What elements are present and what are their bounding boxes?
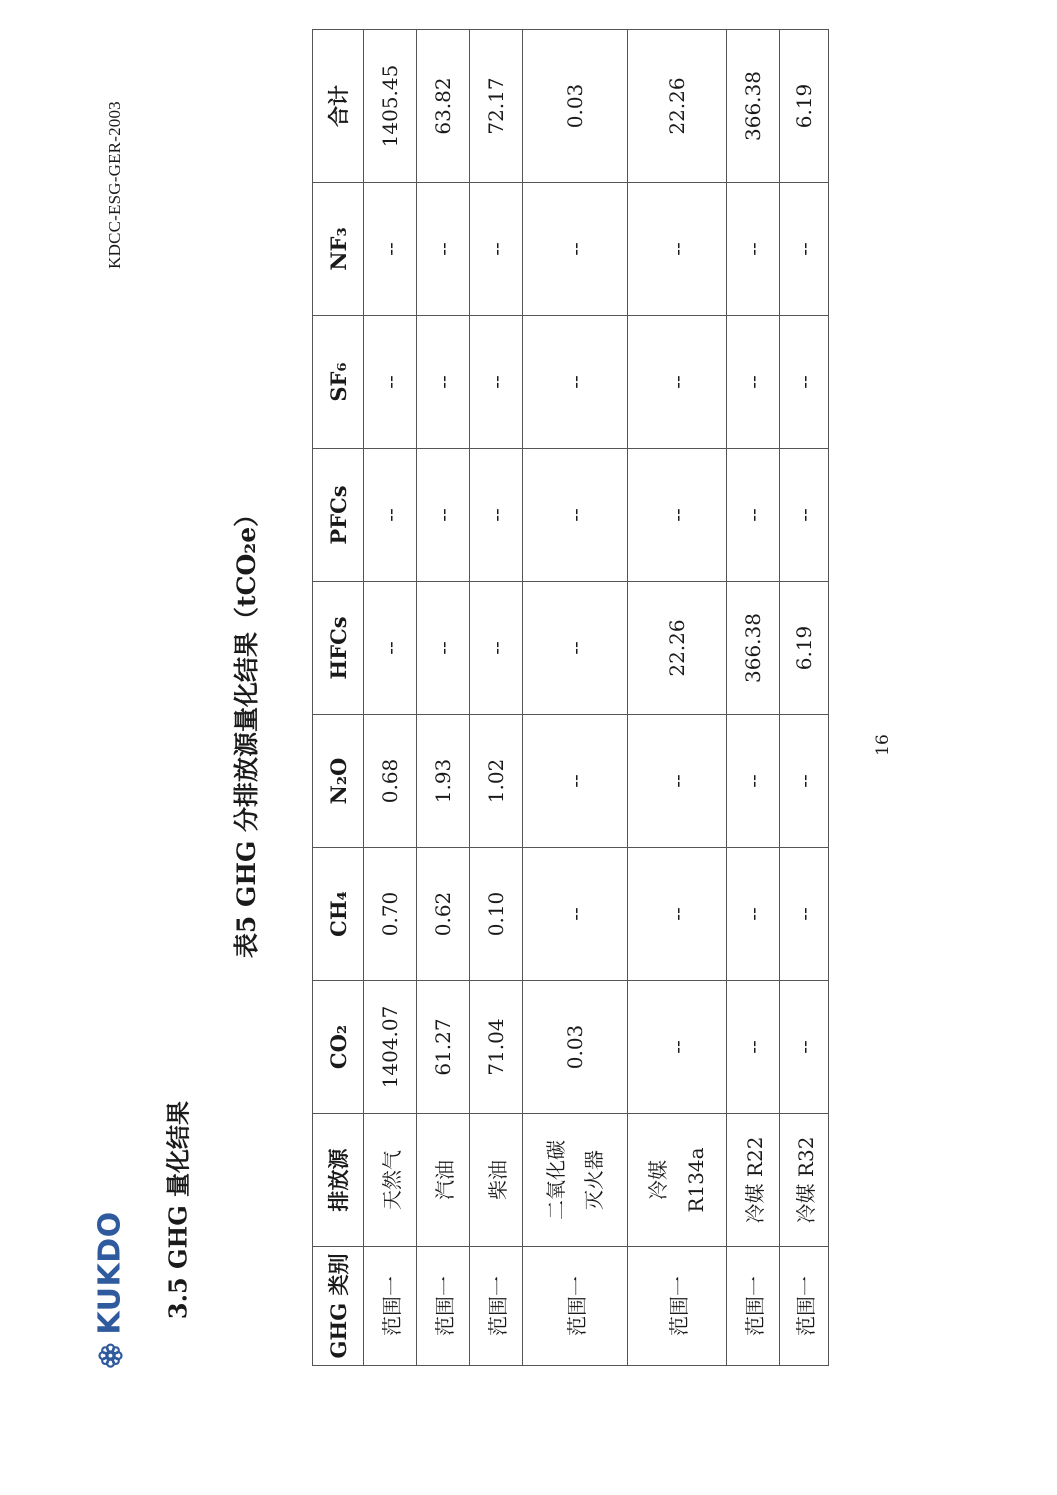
cell-ghg-type: 范围一 (727, 1247, 780, 1366)
cell-ch4: -- (780, 848, 829, 981)
cell-total: 6.19 (780, 30, 829, 183)
cell-co2: 61.27 (417, 981, 470, 1114)
cell-hfcs: 366.38 (727, 582, 780, 715)
header-co2: CO₂ (313, 981, 364, 1114)
kukdo-flower-icon (97, 1343, 123, 1369)
table-header-row (313, 30, 364, 1366)
cell-ghg-type: 范围一 (364, 1247, 417, 1366)
header-pfcs: PFCs (313, 449, 364, 582)
table-row (470, 30, 523, 1366)
cell-hfcs: -- (417, 582, 470, 715)
cell-nf3: -- (727, 183, 780, 316)
cell-sf6: -- (364, 316, 417, 449)
cell-source: 柴油 (470, 1114, 523, 1247)
cell-sf6: -- (628, 316, 727, 449)
cell-source: 冷媒 R32 (780, 1114, 829, 1247)
table-row (727, 30, 780, 1366)
cell-ghg-type: 范围一 (470, 1247, 523, 1366)
cell-total: 72.17 (470, 30, 523, 183)
cell-co2: 1404.07 (364, 981, 417, 1114)
cell-nf3: -- (523, 183, 628, 316)
cell-pfcs: -- (417, 449, 470, 582)
cell-source: 冷媒 R22 (727, 1114, 780, 1247)
ghg-table-container (312, 64, 820, 1366)
header-source: 排放源 (313, 1114, 364, 1247)
cell-ch4: -- (628, 848, 727, 981)
cell-co2: -- (727, 981, 780, 1114)
cell-n2o: -- (780, 715, 829, 848)
cell-ghg-type: 范围一 (780, 1247, 829, 1366)
cell-nf3: -- (470, 183, 523, 316)
cell-co2: 0.03 (523, 981, 628, 1114)
cell-source (628, 1114, 727, 1247)
cell-hfcs: -- (470, 582, 523, 715)
header-nf3: NF₃ (313, 183, 364, 316)
cell-hfcs: -- (364, 582, 417, 715)
cell-total: 0.03 (523, 30, 628, 183)
header-n2o: N₂O (313, 715, 364, 848)
cell-pfcs: -- (523, 449, 628, 582)
cell-source: 天然气 (364, 1114, 417, 1247)
cell-co2: 71.04 (470, 981, 523, 1114)
cell-sf6: -- (470, 316, 523, 449)
cell-ch4: 0.70 (364, 848, 417, 981)
cell-n2o: 1.93 (417, 715, 470, 848)
cell-n2o: -- (628, 715, 727, 848)
cell-sf6: -- (417, 316, 470, 449)
cell-nf3: -- (364, 183, 417, 316)
cell-n2o: 0.68 (364, 715, 417, 848)
cell-co2: -- (628, 981, 727, 1114)
cell-total: 1405.45 (364, 30, 417, 183)
cell-pfcs: -- (780, 449, 829, 582)
cell-n2o: -- (727, 715, 780, 848)
table-row (523, 30, 628, 1366)
header-sf6: SF₆ (313, 316, 364, 449)
cell-pfcs: -- (470, 449, 523, 582)
cell-pfcs: -- (727, 449, 780, 582)
cell-ghg-type: 范围一 (523, 1247, 628, 1366)
logo-text: KUKDO (92, 1211, 128, 1335)
cell-hfcs: 6.19 (780, 582, 829, 715)
table-row (780, 30, 829, 1366)
source-line-2: 灭火器 (582, 1150, 606, 1210)
cell-sf6: -- (523, 316, 628, 449)
cell-sf6: -- (780, 316, 829, 449)
cell-ghg-type: 范围一 (417, 1247, 470, 1366)
cell-hfcs: 22.26 (628, 582, 727, 715)
cell-sf6: -- (727, 316, 780, 449)
cell-hfcs: -- (523, 582, 628, 715)
cell-n2o: 1.02 (470, 715, 523, 848)
header-hfcs: HFCs (313, 582, 364, 715)
cell-nf3: -- (780, 183, 829, 316)
cell-n2o: -- (523, 715, 628, 848)
cell-ghg-type: 范围一 (628, 1247, 727, 1366)
source-line-1: 二氧化碳 (544, 1140, 568, 1220)
cell-nf3: -- (417, 183, 470, 316)
cell-ch4: 0.62 (417, 848, 470, 981)
cell-total: 63.82 (417, 30, 470, 183)
table-row (417, 30, 470, 1366)
table-row (364, 30, 417, 1366)
header-total: 合计 (313, 30, 364, 183)
ghg-quantification-table (312, 29, 829, 1366)
source-line-2: R134a (684, 1147, 708, 1213)
cell-co2: -- (780, 981, 829, 1114)
cell-source: 汽油 (417, 1114, 470, 1247)
cell-ch4: 0.10 (470, 848, 523, 981)
cell-pfcs: -- (364, 449, 417, 582)
cell-total: 22.26 (628, 30, 727, 183)
cell-ch4: -- (523, 848, 628, 981)
source-line-1: 冷媒 (646, 1160, 670, 1200)
cell-pfcs: -- (628, 449, 727, 582)
cell-ch4: -- (727, 848, 780, 981)
header-ghg-type: GHG 类别 (313, 1247, 364, 1366)
header-ch4: CH₄ (313, 848, 364, 981)
table-row (628, 30, 727, 1366)
cell-nf3: -- (628, 183, 727, 316)
cell-source (523, 1114, 628, 1247)
cell-total: 366.38 (727, 30, 780, 183)
